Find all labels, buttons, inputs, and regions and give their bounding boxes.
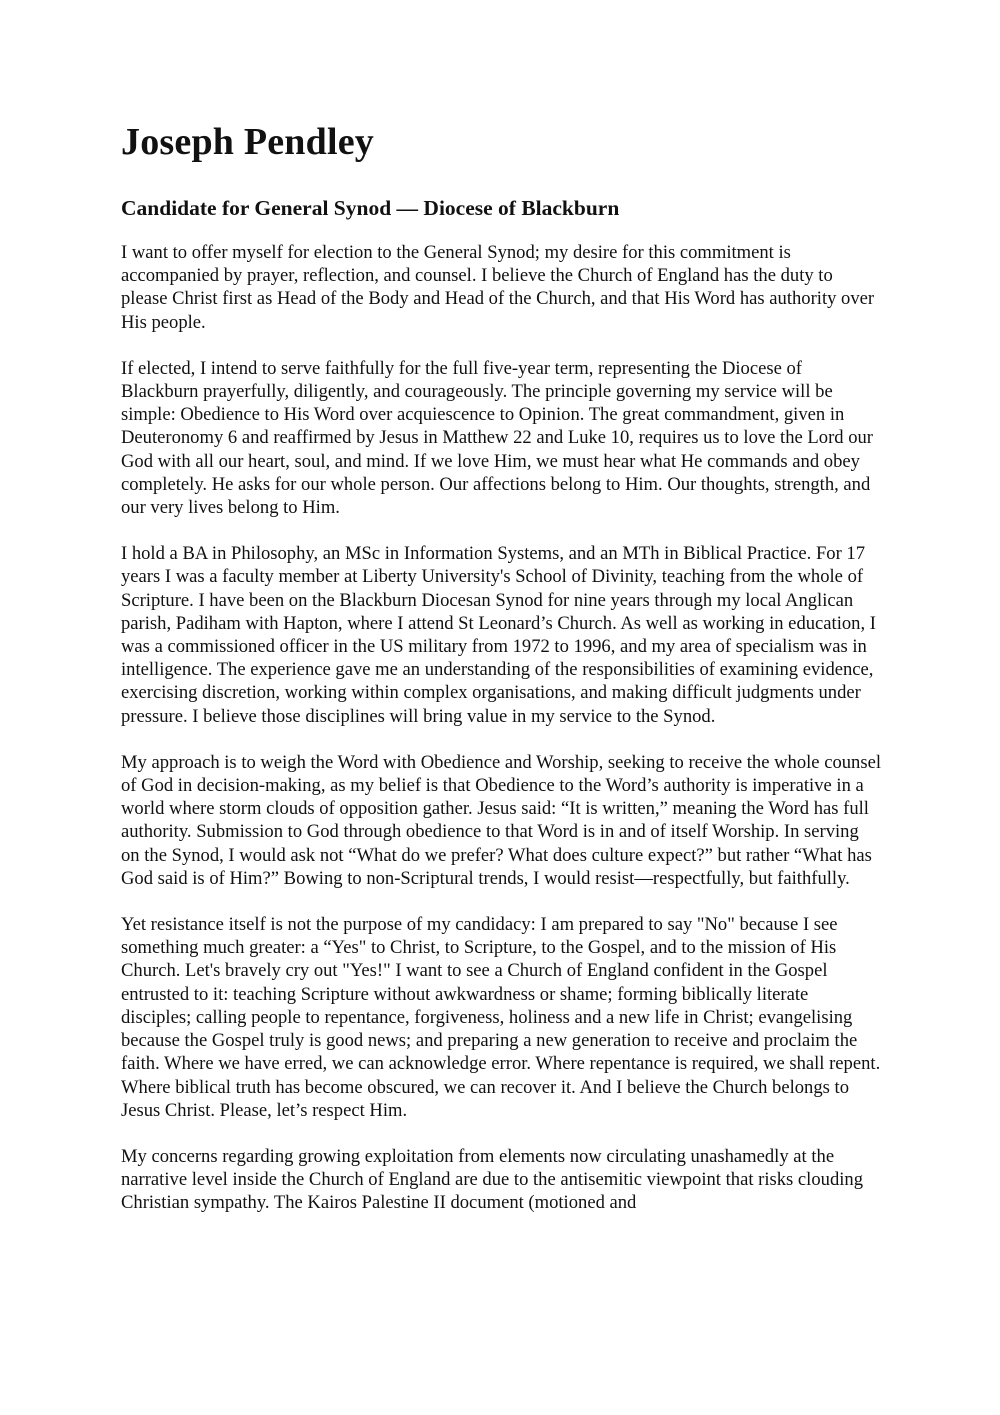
paragraph-concerns: My concerns regarding growing exploitation from elements now circulating unashamedly at the narrative level inside the Church of England are due to the antisemitic viewpoint that risks clouding Christian sympathy. The Kairos Palestine II document (motioned and xyxy=(121,1145,863,1214)
paragraph-approach: My approach is to weigh the Word with Obedience and Worship, seeking to receive the whole counsel of God in decision-making, as my belief is that Obedience to the Word’s authority is imperative in a world where storm clouds of opposition gather. Jesus said: “It is written,” meaning the Word has full authority. Submission to God through obedience to that Word is in and of itself Worship. In serving on the Synod, I would ask not “What do we prefer? What does culture expect?” but rather “What has God said is of Him?” Bowing to non-Scriptural trends, I would resist—respectfully, but faithfully. xyxy=(121,751,882,889)
document-title: Joseph Pendley xyxy=(121,121,374,163)
paragraph-vision: Yet resistance itself is not the purpose of my candidacy: I am prepared to say "No" because I see something much greater: a “Yes" to Christ, to Scripture, to the Gospel, and to the mission of His Church. Let's bravely cry out "Yes!" I want to see a Church of England confident in the Gospel entrusted to it: teaching Scripture without awkwardness or shame; forming biblically literate disciples; calling people to repentance, forgiveness, holiness and a new life in Christ; evangelising because the Gospel truly is good news; and preparing a new generation to receive and proclaim the faith. Where we have erred, we can acknowledge error. Where repentance is required, we shall repent. Where biblical truth has become obscured, we can recover it. And I believe the Church belongs to Jesus Christ. Please, let’s respect Him. xyxy=(121,914,881,1121)
paragraph-background: I hold a BA in Philosophy, an MSc in Information Systems, and an MTh in Biblical Practice. For 17 years I was a faculty member at Liberty University's School of Divinity, teaching from the whole of Scripture. I have been on the Blackburn Diocesan Synod for nine years through my local Anglican parish, Padiham with Hapton, where I attend St Leonard’s Church. As well as working in education, I was a commissioned officer in the US military from 1972 to 1996, and my area of specialism was in intelligence. The experience gave me an understanding of the responsibilities of examining evidence, exercising discretion, working within complex organisations, and making difficult judgments under pressure. I believe those disciplines will bring value in my service to the Synod. xyxy=(121,543,876,727)
paragraph-intro: I want to offer myself for election to the General Synod; my desire for this commitment is accompanied by prayer, reflection, and counsel. I believe the Church of England has the duty to please Christ first as Head of the Body and Head of the Church, and that His Word has authority over His people. xyxy=(121,242,875,333)
paragraph-commitment: If elected, I intend to serve faithfully for the full five-year term, representing the Diocese of Blackburn prayerfully, diligently, and courageously. The principle governing my service will be simple: Obedience to His Word over acquiescence to Opinion. The great commandment, given in Deuteronomy 6 and reaffirmed by Jesus in Matthew 22 and Luke 10, requires us to love the Lord our God with all our heart, soul, and mind. If we love Him, we must hear what He commands and obey completely. He asks for our whole person. Our affections belong to Him. Our thoughts, strength, and our very lives belong to Him. xyxy=(121,357,874,519)
document-body xyxy=(121,118,881,1215)
document-subtitle: Candidate for General Synod — Diocese of Blackburn xyxy=(121,196,620,220)
